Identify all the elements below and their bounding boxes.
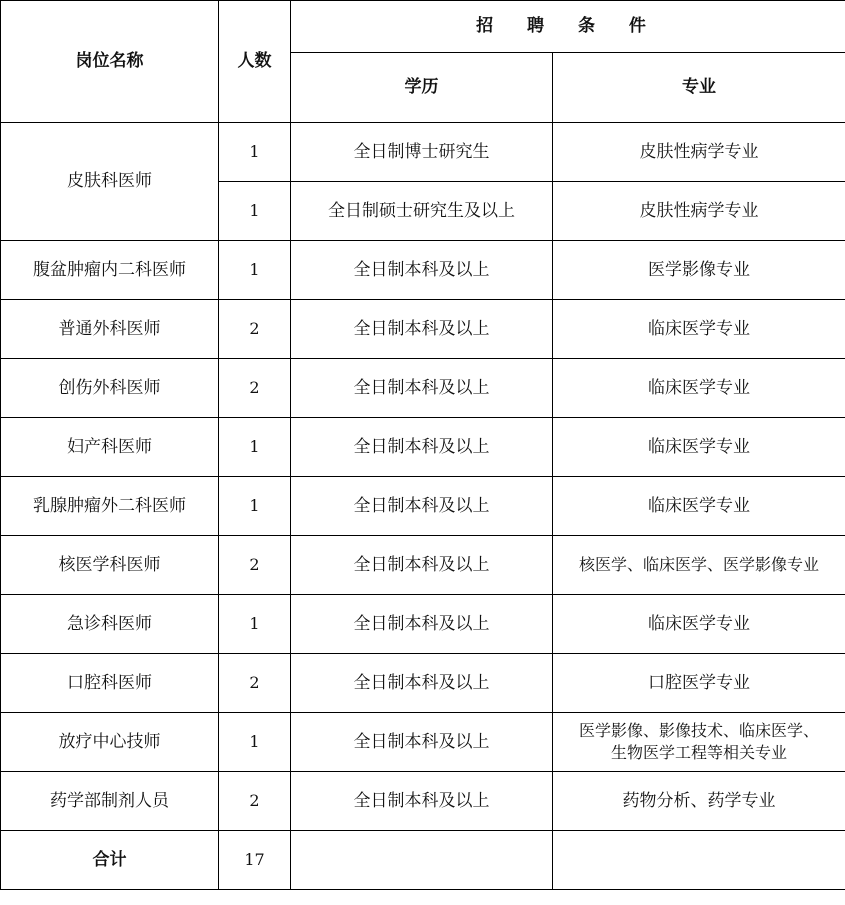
- cell-major: 皮肤性病学专业: [553, 123, 845, 182]
- cell-education: 全日制本科及以上: [291, 772, 553, 831]
- cell-major: 药物分析、药学专业: [553, 772, 845, 831]
- header-education: 学历: [291, 53, 553, 123]
- cell-education: 全日制博士研究生: [291, 123, 553, 182]
- table-row: [1, 772, 845, 831]
- cell-count: 1: [219, 713, 291, 772]
- table-row: [1, 418, 845, 477]
- cell-count: 2: [219, 772, 291, 831]
- cell-major: 临床医学专业: [553, 300, 845, 359]
- cell-count: 1: [219, 241, 291, 300]
- cell-position: 乳腺肿瘤外二科医师: [1, 477, 219, 536]
- cell-major-line: 生物医学工程等相关专业: [611, 743, 788, 762]
- header-conditions: 招 聘 条 件: [291, 1, 845, 53]
- total-count: 17: [219, 831, 291, 890]
- cell-major: 医学影像专业: [553, 241, 845, 300]
- cell-major: 临床医学专业: [553, 477, 845, 536]
- cell-count: 1: [219, 418, 291, 477]
- cell-position: 腹盆肿瘤内二科医师: [1, 241, 219, 300]
- cell-major: [553, 713, 845, 772]
- cell-education: 全日制硕士研究生及以上: [291, 182, 553, 241]
- cell-major: 皮肤性病学专业: [553, 182, 845, 241]
- header-count: 人数: [219, 1, 291, 123]
- table-row: [1, 654, 845, 713]
- table-row: [1, 123, 845, 182]
- table-row: [1, 359, 845, 418]
- cell-education: 全日制本科及以上: [291, 654, 553, 713]
- cell-position: 急诊科医师: [1, 595, 219, 654]
- cell-position: 放疗中心技师: [1, 713, 219, 772]
- cell-education: 全日制本科及以上: [291, 300, 553, 359]
- cell-education: 全日制本科及以上: [291, 241, 553, 300]
- cell-major: 核医学、临床医学、医学影像专业: [553, 536, 845, 595]
- total-label: 合计: [1, 831, 219, 890]
- cell-education: 全日制本科及以上: [291, 359, 553, 418]
- cell-position: 核医学科医师: [1, 536, 219, 595]
- cell-education: 全日制本科及以上: [291, 418, 553, 477]
- cell-count: 2: [219, 359, 291, 418]
- total-row: [1, 831, 845, 890]
- cell-count: 1: [219, 182, 291, 241]
- cell-education: 全日制本科及以上: [291, 595, 553, 654]
- cell-position: 药学部制剂人员: [1, 772, 219, 831]
- table-row: [1, 713, 845, 772]
- cell-major: 临床医学专业: [553, 418, 845, 477]
- cell-empty: [553, 831, 845, 890]
- cell-education: 全日制本科及以上: [291, 536, 553, 595]
- table-row: [1, 595, 845, 654]
- cell-major-line: 医学影像、影像技术、临床医学、: [579, 721, 820, 741]
- cell-major: 临床医学专业: [553, 359, 845, 418]
- table-row: [1, 536, 845, 595]
- cell-position: 创伤外科医师: [1, 359, 219, 418]
- cell-count: 1: [219, 595, 291, 654]
- cell-major: 口腔医学专业: [553, 654, 845, 713]
- cell-position: 皮肤科医师: [1, 123, 219, 241]
- cell-count: 1: [219, 477, 291, 536]
- table-row: [1, 241, 845, 300]
- cell-education: 全日制本科及以上: [291, 713, 553, 772]
- table-row: [1, 477, 845, 536]
- cell-count: 2: [219, 654, 291, 713]
- cell-count: 2: [219, 300, 291, 359]
- cell-education: 全日制本科及以上: [291, 477, 553, 536]
- cell-position: 口腔科医师: [1, 654, 219, 713]
- cell-count: 1: [219, 123, 291, 182]
- table-row: [1, 300, 845, 359]
- cell-major: 临床医学专业: [553, 595, 845, 654]
- cell-empty: [291, 831, 553, 890]
- cell-position: 妇产科医师: [1, 418, 219, 477]
- header-position: 岗位名称: [1, 1, 219, 123]
- cell-position: 普通外科医师: [1, 300, 219, 359]
- header-major: 专业: [553, 53, 845, 123]
- cell-count: 2: [219, 536, 291, 595]
